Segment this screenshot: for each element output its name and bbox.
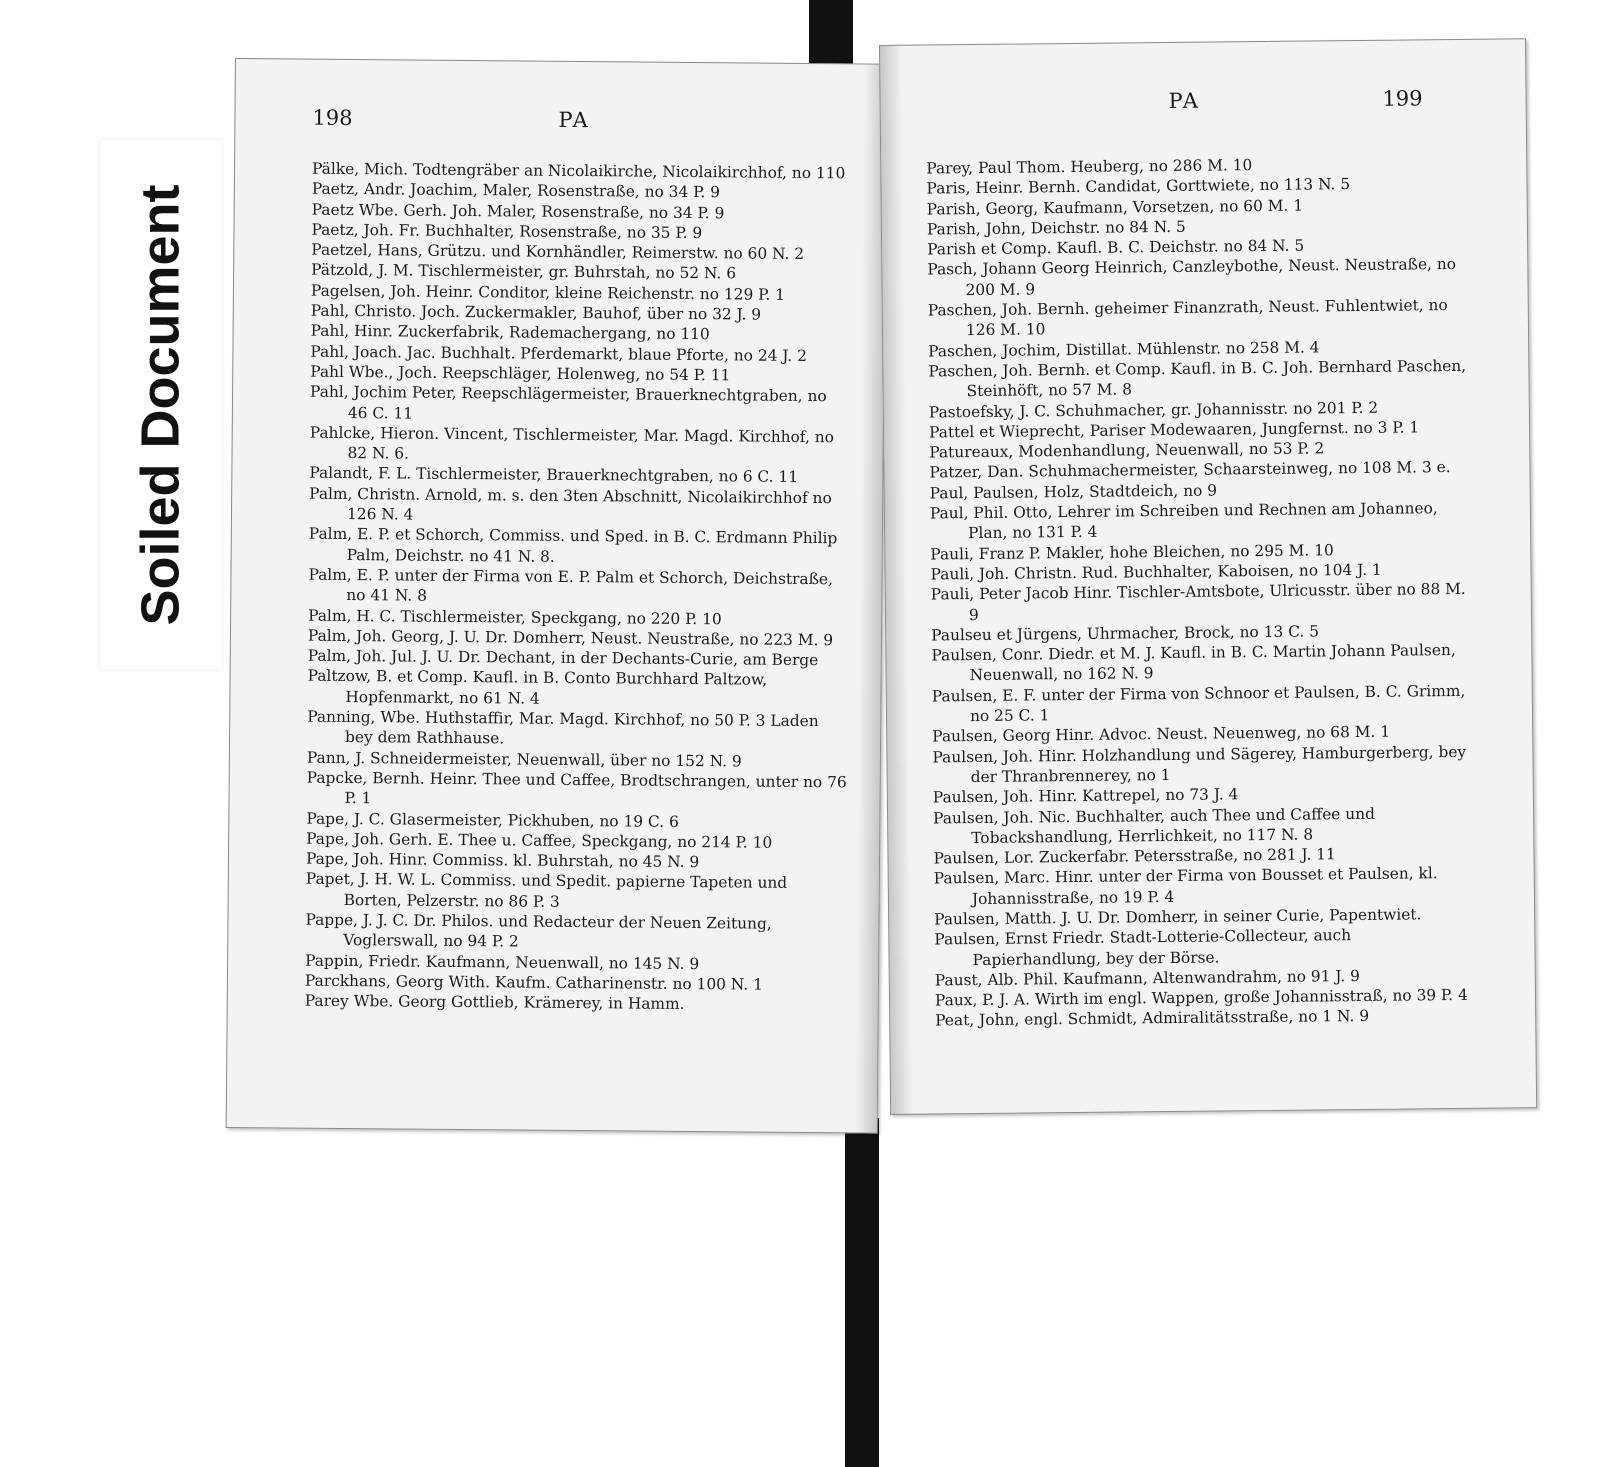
directory-entry: Paulsen, Lor. Zuckerfabr. Petersstraße, no 281 J. 11: [933, 845, 1336, 868]
directory-entry: Paulseu et Jürgens, Uhrmacher, Brock, no 13 C. 5: [931, 622, 1320, 645]
directory-entry: Paulsen, E. F. unter der Firma von Schnoor et Paulsen, B. C. Grimm, no 25 C. 1: [931, 681, 1466, 726]
directory-entry: Pann, J. Schneidermeister, Neuenwall, über no 152 N. 9: [306, 748, 742, 771]
directory-entry: Paux, P. J. A. Wirth im engl. Wappen, große Johannisstraß, no 39 P. 4: [934, 986, 1468, 1010]
directory-entry: Parish, Georg, Kaufmann, Vorsetzen, no 60 M. 1: [926, 196, 1304, 219]
stamp-label-text: Soiled Document: [131, 184, 192, 626]
directory-entry: Pauli, Franz P. Makler, hohe Bleichen, no 295 M. 10: [930, 540, 1334, 564]
directory-entry: Pattel et Wieprecht, Pariser Modewaaren, Jungfernst. no 3 P. 1: [928, 418, 1420, 442]
directory-entry: Pasch, Johann Georg Heinrich, Canzleybothe, Neust. Neustraße, no 200 M. 9: [927, 255, 1457, 299]
right-entry-list: [926, 153, 1480, 1031]
directory-entry: Pahl, Jochim Peter, Reepschlägermeister, Brauerknechtgraben, no 46 C. 11: [310, 382, 827, 423]
directory-entry: Parish, John, Deichstr. no 84 N. 5: [926, 217, 1186, 239]
right-spine-shadow: [880, 46, 913, 1114]
directory-entry: Pätzold, J. M. Tischlermeister, gr. Buhrstah, no 52 N. 6: [311, 261, 737, 283]
directory-entry: Patzer, Dan. Schuhmachermeister, Schaarsteinweg, no 108 M. 3 e.: [929, 458, 1451, 482]
directory-entry: Pahl Wbe., Joch. Reepschläger, Holenweg, no 54 P. 11: [310, 362, 731, 385]
directory-entry: Pape, J. C. Glasermeister, Pickhuben, no 19 C. 6: [306, 809, 679, 831]
directory-entry: Pahl, Christo. Joch. Zuckermakler, Bauhof, über no 32 J. 9: [310, 301, 762, 324]
directory-entry: Pastoefsky, J. C. Schuhmacher, gr. Johannisstr. no 201 P. 2: [928, 398, 1379, 422]
binding-strip-top: [809, 0, 853, 70]
directory-entry: Paetz, Andr. Joachim, Maler, Rosenstraße, no 34 P. 9: [311, 179, 721, 202]
directory-entry: Palandt, F. L. Tischlermeister, Brauerknechtgraben, no 6 C. 11: [309, 464, 799, 487]
directory-entry: Paschen, Joh. Bernh. geheimer Finanzrath, Neust. Fuhlentwiet, no 126 M. 10: [927, 296, 1448, 340]
directory-entry: Pauli, Peter Jacob Hinr. Tischler-Amtsbote, Ulricusstr. über no 88 M. 9: [930, 580, 1466, 624]
directory-entry: Palm, Christn. Arnold, m. s. den 3ten Abschnitt, Nicolaikirchhof no 126 N. 4: [309, 484, 832, 524]
directory-entry: Panning, Wbe. Huthstaffir, Mar. Magd. Kirchhof, no 50 P. 3 Laden bey dem Rathhause.: [307, 707, 819, 748]
right-page: [879, 38, 1537, 1115]
left-running-header: PA: [558, 107, 590, 133]
directory-entry: Paschen, Joh. Bernh. et Comp. Kaufl. in B. C. Joh. Bernhard Paschen, Steinhöft, no 57 M. 8: [928, 356, 1467, 401]
directory-entry: Paul, Paulsen, Holz, Stadtdeich, no 9: [929, 481, 1218, 503]
directory-entry: Paulsen, Joh. Hinr. Holzhandlung und Sägerey, Hamburgerberg, bey der Thranbrennerey, no 1: [932, 742, 1467, 786]
directory-entry: Peat, John, engl. Schmidt, Admiralitätsstraße, no 1 N. 9: [935, 1007, 1370, 1030]
directory-entry: Parckhans, Georg With. Kaufm. Catharinenstr. no 100 N. 1: [304, 971, 763, 994]
left-page: [226, 58, 887, 1134]
directory-entry: Paulsen, Conr. Diedr. et M. J. Kaufl. in B. C. Martin Johann Paulsen, Neuenwall, no 162 N. 9: [931, 641, 1456, 685]
directory-entry: Patureaux, Modenhandlung, Neuenwall, no 53 P. 2: [929, 439, 1325, 462]
directory-entry: Paetz Wbe. Gerh. Joh. Maler, Rosenstraße, no 34 P. 9: [311, 200, 725, 222]
directory-entry: Pappin, Friedr. Kaufmann, Neuenwall, no 145 N. 9: [305, 951, 700, 973]
directory-entry: Pälke, Mich. Todtengräber an Nicolaikirche, Nicolaikirchhof, no 110: [311, 159, 846, 183]
directory-entry: Pappe, J. J. C. Dr. Philos. und Redacteur der Neuen Zeitung, Voglerswall, no 94 P. 2: [305, 910, 772, 951]
directory-entry: Pahlcke, Hieron. Vincent, Tischlermeister, Mar. Magd. Kirchhof, no 82 N. 6.: [309, 423, 835, 463]
directory-entry: Pape, Joh. Hinr. Commiss. kl. Buhrstah, no 45 N. 9: [305, 849, 700, 872]
left-entry-list: [305, 159, 852, 1016]
directory-entry: Pape, Joh. Gerh. E. Thee u. Caffee, Speckgang, no 214 P. 10: [306, 829, 773, 852]
directory-entry: Paulsen, Matth. J. U. Dr. Domherr, in seiner Curie, Papentwiet.: [934, 905, 1422, 929]
directory-entry: Paris, Heinr. Bernh. Candidat, Gorttwiete, no 113 N. 5: [926, 175, 1351, 198]
directory-entry: Paltzow, B. et Comp. Kaufl. in B. Conto Burchhard Paltzow, Hopfenmarkt, no 61 N. 4: [307, 667, 768, 708]
directory-entry: Paulsen, Georg Hinr. Advoc. Neust. Neuenweg, no 68 M. 1: [932, 722, 1391, 746]
directory-entry: Parey Wbe. Georg Gottlieb, Krämerey, in Hamm.: [304, 991, 685, 1014]
directory-entry: Pagelsen, Joh. Heinr. Conditor, kleine Reichenstr. no 129 P. 1: [310, 281, 786, 304]
soiled-document-stamp: [100, 140, 222, 670]
directory-entry: Pauli, Joh. Christn. Rud. Buchhalter, Kaboisen, no 104 J. 1: [930, 560, 1382, 584]
directory-entry: Paschen, Jochim, Distillat. Mühlenstr. no 258 M. 4: [928, 338, 1320, 361]
directory-entry: Paust, Alb. Phil. Kaufmann, Altenwandrahm, no 91 J. 9: [934, 966, 1361, 990]
directory-entry: Paulsen, Joh. Hinr. Kattrepel, no 73 J. 4: [932, 785, 1239, 807]
directory-entry: Palm, Joh. Jul. J. U. Dr. Dechant, in der Dechants-Curie, am Berge: [307, 646, 819, 670]
directory-entry: Paetz, Joh. Fr. Buchhalter, Rosenstraße, no 35 P. 9: [311, 220, 703, 242]
directory-entry: Parey, Paul Thom. Heuberg, no 286 M. 10: [926, 156, 1253, 178]
directory-entry: Papet, J. H. W. L. Commiss. und Spedit. papierne Tapeten und Borten, Pelzerstr. no 86 P. 3: [305, 870, 788, 911]
directory-entry: Paetzel, Hans, Grützu. und Kornhändler, Reimerstw. no 60 N. 2: [311, 240, 805, 264]
directory-entry: Paul, Phil. Otto, Lehrer im Schreiben und Rechnen am Johanneo, Plan, no 131 P. 4: [929, 499, 1438, 543]
right-running-header: PA: [1168, 88, 1201, 113]
left-page-number: 198: [312, 105, 353, 131]
directory-entry: Palm, Joh. Georg, J. U. Dr. Domherr, Neust. Neustraße, no 223 M. 9: [307, 626, 834, 650]
directory-entry: Papcke, Bernh. Heinr. Thee und Caffee, Brodtschrangen, unter no 76 P. 1: [306, 768, 847, 808]
directory-entry: Pahl, Joach. Jac. Buchhalt. Pferdemarkt, blaue Pforte, no 24 J. 2: [310, 342, 807, 365]
directory-entry: Parish et Comp. Kaufl. B. C. Deichstr. no 84 N. 5: [927, 236, 1305, 259]
directory-entry: Pahl, Hinr. Zuckerfabrik, Rademachergang, no 110: [310, 322, 710, 344]
directory-entry: Palm, E. P. et Schorch, Commiss. und Sped. in B. C. Erdmann Philip Palm, Deichstr. no 41 N. 8.: [308, 525, 838, 566]
directory-entry: Paulsen, Joh. Nic. Buchhalter, auch Thee und Caffee und Tobackshandlung, Herrlichkeit, no 117 N. 8: [933, 804, 1376, 847]
directory-entry: Paulsen, Ernst Friedr. Stadt-Lotterie-Collecteur, auch Papierhandlung, bey der Börse.: [934, 926, 1352, 969]
directory-entry: Palm, H. C. Tischlermeister, Speckgang, no 220 P. 10: [308, 606, 722, 628]
directory-entry: Paulsen, Marc. Hinr. unter der Firma von Bousset et Paulsen, kl. Johannisstraße, no 19 P. 4: [933, 864, 1438, 908]
right-page-number: 199: [1382, 86, 1423, 111]
directory-entry: Palm, E. P. unter der Firma von E. P. Palm et Schorch, Deichstraße, no 41 N. 8: [308, 565, 833, 605]
binding-strip-bottom: [845, 1118, 879, 1467]
